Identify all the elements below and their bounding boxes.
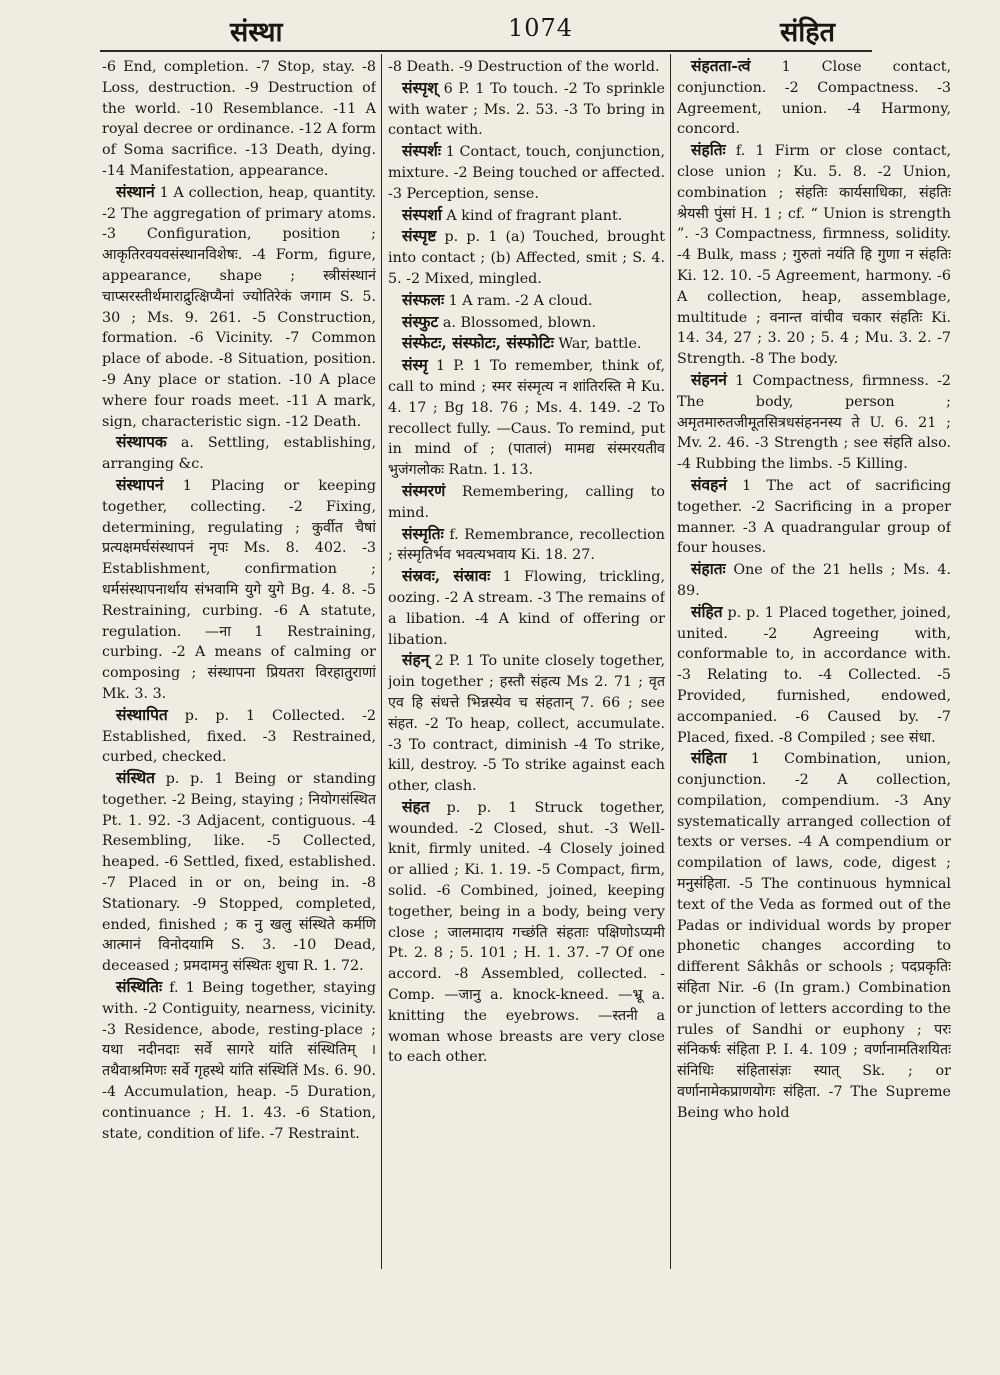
dictionary-entry [388, 312, 665, 334]
dictionary-entry [388, 78, 665, 141]
entry-definition: 1 P. 1 To remember, think of, call to mind ; स्मर संस्मृत्य न शांतिरस्ति मे Ku. 4. 17 ; Bg 18. 76 ; Ms. 4. 149. -2 To recollect fully. —Caus. To remind, put in mind of ; (पातालं) मामद्य संस्मरयतीव भुजंगलोकः Ratn. 1. 13. [388, 358, 665, 479]
header-rule [100, 50, 872, 52]
entry-definition: 1 Combination, union, conjunction. -2 A collection, compilation, compendium. -3 Any systematically arranged collection of texts or verses. -4 A compendium or compilation of laws, code, digest ; मनुसंहिता. -5 The continuous hymnical text of the Veda as formed out of the Padas or individual words by proper phonetic changes according to different Sâkhâs or schools ; पदप्रकृतिः संहिता Nir. -6 (In gram.) Combination or junction of letters according to the rules of Sandhi or euphony ; परः संनिकर्षः संहिता P. I. 4. 109 ; वर्णानामतिशयितः संनिधिः संहितासंज्ञः स्यात् Sk. ; or वर्णानामेकप्राणयोगः संहिता. -7 The Supreme Being who hold [677, 751, 951, 1121]
entry-definition: 1 Close contact, conjunction. -2 Compactness. -3 Agreement, union. -4 Harmony, concord. [677, 59, 951, 138]
entry-definition: 1 Compactness, firmness. -2 The body, person ; अमृतमारुतजीमूतसित्रधसंहननस्य ते U. 6. 21 ; Mv. 2. 46. -3 Strength ; see संहति also. -4 Rubbing the limbs. -5 Killing. [677, 372, 951, 473]
dictionary-entry [388, 141, 665, 204]
entry-headword: संस्फुट [402, 311, 439, 331]
entry-headword: संहिता [691, 748, 727, 768]
entry-headword: संस्थापनं [116, 474, 164, 494]
left-guide-word: संस्था [230, 17, 283, 48]
entry-headword: संस्थापित [116, 704, 168, 724]
right-guide-word: संहित [780, 17, 835, 48]
dictionary-entry [388, 226, 665, 289]
dictionary-entry [388, 524, 665, 567]
dictionary-entry [102, 475, 376, 705]
dictionary-entry [102, 768, 376, 977]
dictionary-entry [388, 290, 665, 312]
entry-definition: a. Settling, establishing, arranging &c. [102, 435, 376, 473]
column-left [102, 56, 376, 1356]
dictionary-entry [677, 56, 951, 140]
dictionary-entry [388, 56, 665, 78]
entry-headword: संस्फलः [402, 289, 445, 309]
entry-definition: One of the 21 hells ; Ms. 4. 89. [677, 562, 951, 599]
page-header [0, 8, 1000, 48]
entry-definition: -8 Death. -9 Destruction of the world. [388, 59, 660, 75]
dictionary-entry [388, 355, 665, 481]
dictionary-entry [677, 370, 951, 475]
entry-headword: संहत [402, 796, 430, 816]
entry-definition: 1 The act of sacrificing together. -2 Sacrificing in a proper manner. -3 A quadrangular group of four houses. [677, 477, 951, 557]
entry-headword: संस्थितिः [116, 977, 163, 997]
entry-definition: p. p. 1 Placed together, joined, united. -2 Agreeing with, conformable to, in accordance with. -3 Relating to. -4 Collected. -5 Provided, furnished, endowed, accompanied. -6 Caused by. -7 Placed, fixed. -8 Compiled ; see संधा. [677, 604, 951, 746]
entry-headword: संस्थापक [116, 432, 167, 452]
entry-headword: संस्पर्शः [402, 141, 441, 161]
entry-definition: a. Blossomed, blown. [442, 314, 596, 331]
entry-definition: 1 Flowing, trickling, oozing. -2 A stream. -3 The remains of a libation. -4 A kind of offering or libation. [388, 569, 665, 648]
entry-definition: 1 Placing or keeping together, collecting. -2 Fixing, determining, regulating ; कुर्वीत चैषां प्रत्यक्षमर्घसंस्थापनं नृपः Ms. 8. 402. -3 Establishment, confirmation ; धर्मसंस्थापनार्थाय संभवामि युगे युगे Bg. 4. 8. -5 Restraining, curbing. -6 A statute, regulation. —ना 1 Restraining, curbing. -2 A means of calming or composing ; संस्थापना प्रियतरा विरहातुराणां Mk. 3. 3. [102, 477, 376, 702]
entry-definition: f. 1 Being together, staying with. -2 Contiguity, nearness, vicinity. -3 Residence, abode, resting-place ; यथा नदीनदाः सर्वे सागरे यांति संस्थितिम् । तथैवाश्रमिणः सर्वे गृहस्थे यांति संस्थितिं Ms. 6. 90. -4 Accumulation, heap. -5 Duration, continuance ; H. 1. 43. -6 Station, state, condition of life. -7 Restraint. [102, 980, 376, 1142]
entry-definition: 1 Contact, touch, conjunction, mixture. -2 Being touched or affected. -3 Perception, sense. [388, 144, 665, 202]
dictionary-entry [677, 140, 951, 370]
entry-headword: संहित [691, 601, 723, 621]
dictionary-entry [102, 705, 376, 768]
entry-headword: संस्रवः, संस्रावः [402, 566, 491, 586]
entry-definition: f. 1 Firm or close contact, close union ; Ku. 5. 8. -2 Union, combination ; संहतिः कार्यसाधिका, संहतिः श्रेयसी पुंसां H. 1 ; cf. “ Union is strength ”. -3 Compactness, firmness, solidity. -4 Bulk, mass ; गुरुतां नयंति हि गुणा न संहतिः Ki. 12. 10. -5 Agreement, harmony. -6 A collection, heap, assemblage, multitude ; वनान्त वांचीव चकार संहतिः Ki. 14. 34, 27 ; 3. 20 ; 5. 4 ; Mu. 3. 2. -7 Strength. -8 The body. [677, 143, 951, 368]
entry-definition: War, battle. [558, 336, 642, 353]
entry-headword: संहतता-त्वं [691, 56, 751, 75]
dictionary-entry [102, 56, 376, 182]
entry-definition: -6 End, completion. -7 Stop, stay. -8 Loss, destruction. -9 Destruction of the world. -10 Resemblance. -11 A royal decree or ordinance. -12 A form of Soma sacrifice. -13 Death, dying. -14 Manifestation, appearance. [102, 59, 376, 179]
entry-headword: संवहनं [691, 474, 727, 494]
dictionary-entry [102, 432, 376, 475]
dictionary-entry [388, 205, 665, 227]
column-divider [670, 54, 671, 1269]
entry-headword: संहतिः [691, 140, 726, 160]
entry-definition: 1 A collection, heap, quantity. -2 The aggregation of primary atoms. -3 Configuration, position ; आकृतिरवयवसंस्थानविशेषः. -4 Form, figure, appearance, shape ; स्त्रीसंस्थानं चाप्सरस्तीर्थमाराद्रुत्क्षिप्यैनां ज्योतिरेकं जगाम S. 5. 30 ; Ms. 9. 261. -5 Construction, formation. -6 Vicinity. -7 Common place of abode. -8 Situation, position. -9 Any place or station. -10 A place where four roads meet. -11 A mark, sign, characteristic sign. -12 Death. [102, 184, 376, 430]
entry-definition: p. p. 1 Collected. -2 Established, fixed. -3 Restrained, curbed, checked. [102, 707, 376, 766]
entry-headword: संस्पृष्ट [402, 226, 437, 246]
entry-definition: p. p. 1 (a) Touched, brought into contact ; (b) Affected, smit ; S. 4. 5. -2 Mixed, mingled. [388, 229, 665, 287]
dictionary-entry [677, 748, 951, 1123]
dictionary-entry [388, 650, 665, 797]
entry-headword: संस्पृश् [402, 77, 438, 97]
dictionary-entry [677, 559, 951, 602]
entry-headword: संस्फेटः, संस्फोटः, संस्फोटिः [402, 333, 554, 353]
entry-definition: 1 A ram. -2 A cloud. [448, 292, 593, 309]
entry-headword: संहातः [691, 559, 726, 579]
entry-headword: संस्मरणं [402, 480, 446, 500]
entry-definition: A kind of fragrant plant. [446, 207, 623, 224]
entry-definition: Remembering, calling to mind. [388, 483, 665, 521]
dictionary-entry [102, 182, 376, 433]
dictionary-entry [388, 566, 665, 650]
dictionary-entry [102, 977, 376, 1144]
column-divider [381, 54, 382, 1269]
entry-headword: संहननं [691, 369, 727, 389]
dictionary-entry [388, 797, 665, 1068]
entry-definition: p. p. 1 Being or standing together. -2 Being, staying ; नियोगसंस्थित Pt. 1. 92. -3 Adjacent, contiguous. -4 Resembling, like. -5 Collected, heaped. -6 Settled, fixed, established. -7 Placed in or on, being in. -8 Stationary. -9 Stopped, completed, ended, finished ; क नु खलु संस्थिते कर्मणि आत्मानं विनोदयामि S. 3. -10 Dead, deceased ; प्रमदामनु संस्थितः शुचा R. 1. 72. [102, 771, 376, 975]
column-right [677, 56, 951, 1356]
entry-definition: p. p. 1 Struck together, wounded. -2 Closed, shut. -3 Well-knit, firmly united. -4 Closely joined or allied ; Ki. 1. 19. -5 Compact, firm, solid. -6 Combined, joined, keeping together, being in a body, being very close ; जालमादाय गच्छंति संहताः पक्षिणोऽप्यमी Pt. 2. 8 ; 5. 101 ; H. 1. 37. -7 Of one accord. -8 Assembled, collected. -Comp. —जानु a. knock-kneed. —भ्रू a. knitting the eyebrows. —स्तनी a woman whose breasts are very close to each other. [388, 799, 665, 1066]
dictionary-entry [388, 333, 665, 355]
dictionary-entry [677, 602, 951, 749]
entry-definition: 6 P. 1 To touch. -2 To sprinkle with water ; Ms. 2. 53. -3 To bring in contact with. [388, 80, 665, 139]
entry-headword: संस्थित [116, 768, 155, 788]
entry-definition: f. Remembrance, recollection ; संस्मृतिर्भव भवत्यभवाय Ki. 18. 27. [388, 526, 665, 564]
entry-headword: संस्थानं [116, 181, 155, 201]
dictionary-entry [388, 481, 665, 524]
column-middle [388, 56, 665, 1271]
entry-headword: संस्पर्शा [402, 204, 442, 224]
entry-headword: संहन् [402, 650, 430, 670]
dictionary-entry [677, 475, 951, 559]
entry-headword: संस्मृतिः [402, 523, 444, 543]
entry-headword: संस्मृ [402, 355, 428, 375]
entry-definition: 2 P. 1 To unite closely together, join together ; हस्तौ संहत्य Ms 2. 71 ; वृत एव हि संधत्ते भिन्नस्येव च संहतान् 7. 66 ; see संहत. -2 To heap, collect, accumulate. -3 To contract, diminish -4 To strike, kill, destroy. -5 To strike against each other, clash. [388, 653, 665, 795]
page-number: 1074 [508, 14, 574, 42]
